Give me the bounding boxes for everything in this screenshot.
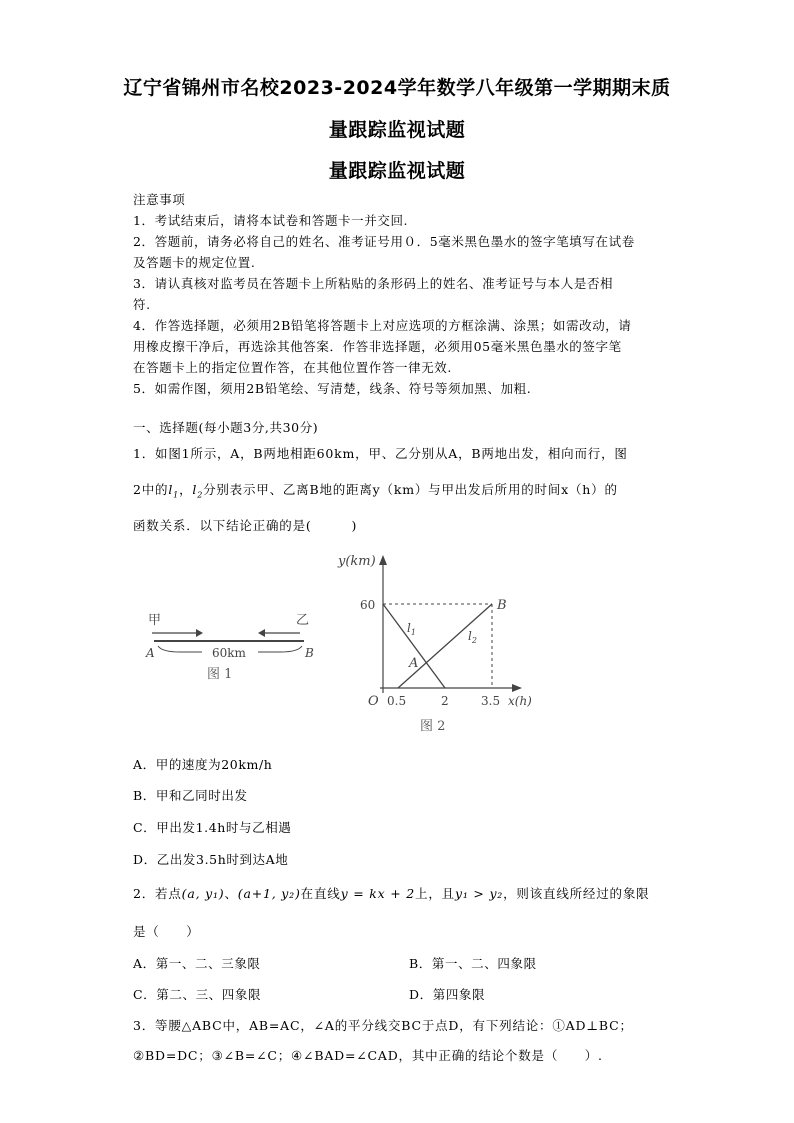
fig2-point-b-label: B xyxy=(497,598,507,613)
fig2-x-arrowhead xyxy=(512,684,522,692)
q2-option-d[interactable]: D．第四象限 xyxy=(409,987,486,1002)
l1-symbol: $l_1$ xyxy=(168,482,180,500)
fig2-y-tick-60: 60 xyxy=(360,598,376,612)
exam-title-line-2: 量跟踪监视试题 xyxy=(328,119,466,141)
fig2-line-l1 xyxy=(383,604,445,688)
q2-point-1: (a, y₁) xyxy=(181,886,225,901)
fig1-yi-arrowhead xyxy=(258,629,265,637)
note-item: 及答题卡的规定位置. xyxy=(133,255,256,270)
fig1-jia-arrowhead xyxy=(196,629,203,637)
fig2-y-arrowhead xyxy=(379,555,387,565)
q1-option-a[interactable]: A．甲的速度为20km/h xyxy=(133,757,273,772)
q2-equation: y = kx + 2 xyxy=(340,886,416,901)
fig1-brace-right xyxy=(258,646,302,652)
exam-title-line-1: 辽宁省锦州市名校2023-2024学年数学八年级第一学期期末质 xyxy=(123,77,671,99)
l2-symbol: $l_2$ xyxy=(192,482,204,500)
fig2-x-tick-3-5: 3.5 xyxy=(481,694,501,708)
fig1-b-label: B xyxy=(305,646,314,660)
q2-line-1: 2．若点(a, y₁)、(a+1, y₂)在直线y = kx + 2上，且y₁ > y₂，则该直线所经过的象限 xyxy=(133,886,650,901)
fig2-l1-label: $l_1$ xyxy=(407,621,416,637)
q1-line-1: 1．如图1所示，A，B两地相距60km，甲、乙分别从A，B两地出发，相向而行，图 xyxy=(133,446,628,461)
fig1-yi-label: 乙 xyxy=(296,613,310,628)
fig2-x-label: x(h) xyxy=(508,694,532,708)
figure-1 xyxy=(140,608,330,688)
note-item: 3．请认真核对监考员在答题卡上所粘贴的条形码上的姓名、准考证号与本人是否相 xyxy=(133,276,614,291)
q1-line-3: 函数关系．以下结论正确的是( ) xyxy=(133,518,358,533)
note-item: 2．答题前，请务必将自己的姓名、准考证号用０．5毫米黑色墨水的签字笔填写在试卷 xyxy=(133,234,635,249)
notes-heading: 注意事项 xyxy=(133,192,186,207)
q2-option-b[interactable]: B．第一、二、四象限 xyxy=(409,956,537,971)
fig2-line-l2 xyxy=(398,604,492,688)
fig2-point-a-label: A xyxy=(409,656,419,671)
q2-option-c[interactable]: C．第二、三、四象限 xyxy=(133,987,262,1002)
fig2-l2-label: $l_2$ xyxy=(468,629,477,645)
fig2-y-label: y(km) xyxy=(338,554,376,569)
exam-title-line-3: 量跟踪监视试题 xyxy=(328,160,466,182)
q1-line-2: 2中的$l_1$，$l_2$分别表示甲、乙离B地的距离y（km）与甲出发后所用的时间x（h）的 xyxy=(133,482,618,500)
note-item: 4．作答选择题，必须用2B铅笔将答题卡上对应选项的方框涂满、涂黑；如需改动，请 xyxy=(133,318,632,333)
fig1-caption: 图 1 xyxy=(207,667,233,682)
note-item: 在答题卡上的指定位置作答，在其他位置作答一律无效. xyxy=(133,360,452,375)
q2-point-2: (a+1, y₂) xyxy=(237,886,301,901)
fig2-x-tick-0-5: 0.5 xyxy=(387,694,407,708)
section-heading: 一、选择题(每小题3分,共30分) xyxy=(133,420,319,435)
fig1-jia-label: 甲 xyxy=(148,613,162,628)
q1-option-c[interactable]: C．甲出发1.4h时与乙相遇 xyxy=(133,820,292,835)
fig1-a-label: A xyxy=(146,646,155,660)
fig1-distance: 60km xyxy=(212,646,246,660)
q2-line-2: 是（ ） xyxy=(133,924,200,939)
figure-2 xyxy=(330,545,540,740)
q2-option-a[interactable]: A．第一、二、三象限 xyxy=(133,956,261,971)
q1-option-b[interactable]: B．甲和乙同时出发 xyxy=(133,788,248,803)
fig2-caption: 图 2 xyxy=(420,719,446,734)
note-item: 符. xyxy=(133,297,151,312)
q3-line-1: 3．等腰△ABC中，AB=AC，∠A的平分线交BC于点D，有下列结论：①AD⊥BC； xyxy=(133,1018,633,1033)
q3-line-2: ②BD=DC；③∠B=∠C；④∠BAD=∠CAD，其中正确的结论个数是（ ）. xyxy=(133,1048,603,1063)
fig2-origin: O xyxy=(368,694,379,709)
note-item: 1．考试结束后，请将本试卷和答题卡一并交回. xyxy=(133,213,409,228)
note-item: 用橡皮擦干净后，再选涂其他答案．作答非选择题，必须用05毫米黑色墨水的签字笔 xyxy=(133,339,622,354)
q2-inequality: y₁ > y₂ xyxy=(454,886,504,901)
note-item: 5．如需作图，须用2B铅笔绘、写清楚，线条、符号等须加黑、加粗. xyxy=(133,381,532,396)
fig1-brace-left xyxy=(158,646,202,652)
q1-option-d[interactable]: D．乙出发3.5h时到达A地 xyxy=(133,852,289,867)
fig2-x-tick-2: 2 xyxy=(441,694,449,708)
